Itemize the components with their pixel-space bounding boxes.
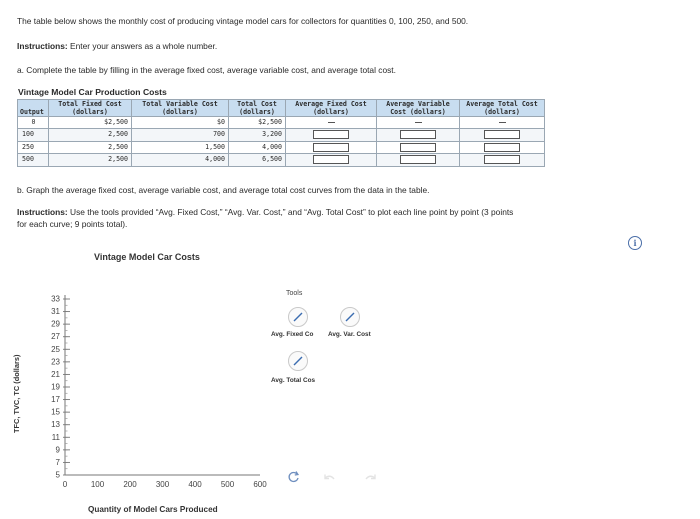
- undo-icon[interactable]: [322, 472, 336, 484]
- cell-output: 100: [18, 129, 49, 142]
- cell-tvc: 1,500: [132, 141, 229, 154]
- x-tick-label: 100: [90, 480, 105, 489]
- plot-area[interactable]: [30, 285, 270, 495]
- avc-input-250[interactable]: [400, 143, 436, 152]
- avc-input-100[interactable]: [400, 130, 436, 139]
- cell-avc-input: [377, 141, 460, 154]
- cell-atc-input: [460, 154, 545, 167]
- cell-tfc: 2,500: [49, 154, 132, 167]
- instructions-b-line1: Use the tools provided “Avg. Fixed Cost,” “Avg. Var. Cost,” and “Avg. Total Cost” to plot each line point by point (3 points: [70, 207, 514, 217]
- avg-var-cost-tool-button[interactable]: [340, 307, 360, 327]
- cell-output: 500: [18, 154, 49, 167]
- y-tick-label: 13: [51, 420, 60, 430]
- instructions-b-label: Instructions:: [17, 207, 68, 217]
- table-row: [18, 141, 545, 154]
- avc-input-500[interactable]: [400, 155, 436, 164]
- y-tick-label: 25: [51, 344, 60, 354]
- table-row: [18, 154, 545, 167]
- instructions-b-line2: for each curve; 9 points total).: [17, 219, 128, 229]
- pencil-icon: [344, 311, 356, 323]
- y-tick-label: 19: [51, 382, 60, 392]
- cell-output: 250: [18, 141, 49, 154]
- instructions-text: Enter your answers as a whole number.: [70, 41, 218, 51]
- tool-label-avg-var-cost: Avg. Var. Cost: [328, 331, 371, 338]
- tools-title: Tools: [286, 290, 303, 297]
- y-tick-label: 33: [51, 294, 60, 304]
- cell-afc-empty: [286, 117, 377, 129]
- y-tick-label: 23: [51, 357, 60, 367]
- x-axis-label: Quantity of Model Cars Produced: [88, 505, 218, 514]
- y-axis-label: TFC, TVC, TC (dollars): [12, 354, 21, 433]
- y-tick-label: 27: [51, 332, 60, 342]
- cell-afc-input: [286, 154, 377, 167]
- table-row: [18, 117, 545, 129]
- header-tfc: Total Fixed Cost (dollars): [49, 100, 132, 117]
- cell-tvc: $0: [132, 117, 229, 129]
- afc-input-100[interactable]: [313, 130, 349, 139]
- header-tc: Total Cost (dollars): [229, 100, 286, 117]
- x-tick-label: 500: [220, 480, 235, 489]
- cell-output: 0: [18, 117, 49, 129]
- cell-tc: 4,000: [229, 141, 286, 154]
- instructions-label: Instructions:: [17, 41, 68, 51]
- x-tick-label: 300: [155, 480, 170, 489]
- table-row: [18, 129, 545, 142]
- afc-input-250[interactable]: [313, 143, 349, 152]
- instructions-b: [17, 207, 513, 217]
- x-tick-label: 0: [62, 480, 68, 489]
- x-tick-label: 600: [253, 480, 267, 489]
- cell-atc-input: [460, 129, 545, 142]
- redo-icon[interactable]: [364, 472, 378, 484]
- header-atc: Average Total Cost (dollars): [460, 100, 545, 117]
- cell-tc: 6,500: [229, 154, 286, 167]
- dash-mark: [499, 122, 506, 123]
- cell-avc-empty: [377, 117, 460, 129]
- atc-input-250[interactable]: [484, 143, 520, 152]
- avg-total-cost-tool-button[interactable]: [288, 351, 308, 371]
- cell-afc-input: [286, 129, 377, 142]
- pencil-icon: [292, 311, 304, 323]
- header-avc: Average Variable Cost (dollars): [377, 100, 460, 117]
- instructions: [17, 41, 217, 51]
- dash-mark: [415, 122, 422, 123]
- cell-avc-input: [377, 154, 460, 167]
- info-icon[interactable]: i: [628, 236, 642, 250]
- cell-tfc: $2,500: [49, 117, 132, 129]
- y-tick-label: 9: [55, 445, 60, 455]
- y-tick-label: 29: [51, 319, 60, 329]
- intro-text: The table below shows the monthly cost of producing vintage model cars for collectors for quantities 0, 100, 250, and 500.: [17, 16, 469, 26]
- cell-atc-empty: [460, 117, 545, 129]
- y-tick-label: 17: [51, 395, 60, 405]
- cell-tvc: 4,000: [132, 154, 229, 167]
- header-tvc: Total Variable Cost (dollars): [132, 100, 229, 117]
- chart-title: Vintage Model Car Costs: [94, 252, 200, 262]
- y-tick-label: 15: [51, 407, 60, 417]
- cell-tfc: 2,500: [49, 129, 132, 142]
- y-tick-label: 5: [55, 470, 60, 480]
- part-b-text: b. Graph the average fixed cost, average variable cost, and average total cost curves from the data in the table.: [17, 185, 430, 195]
- atc-input-100[interactable]: [484, 130, 520, 139]
- header-afc: Average Fixed Cost (dollars): [286, 100, 377, 117]
- cell-tvc: 700: [132, 129, 229, 142]
- cost-table: [17, 99, 545, 167]
- cell-afc-input: [286, 141, 377, 154]
- x-tick-label: 200: [123, 480, 137, 489]
- table-caption: Vintage Model Car Production Costs: [18, 87, 167, 97]
- reset-icon[interactable]: [287, 470, 301, 484]
- y-tick-label: 31: [51, 307, 60, 317]
- dash-mark: [328, 122, 335, 123]
- table-header-row: [18, 100, 545, 117]
- cell-tc: $2,500: [229, 117, 286, 129]
- tool-label-avg-total-cost: Avg. Total Cos: [271, 377, 316, 384]
- afc-input-500[interactable]: [313, 155, 349, 164]
- y-tick-label: 21: [51, 369, 60, 379]
- avg-fixed-cost-tool-button[interactable]: [288, 307, 308, 327]
- cell-tc: 3,200: [229, 129, 286, 142]
- part-a-text: a. Complete the table by filling in the average fixed cost, average variable cost, and average total cost.: [17, 65, 396, 75]
- y-tick-label: 7: [55, 457, 60, 467]
- atc-input-500[interactable]: [484, 155, 520, 164]
- y-tick-label: 11: [51, 432, 60, 442]
- tool-label-avg-fixed-cost: Avg. Fixed Co: [271, 331, 314, 338]
- header-output: Output: [18, 100, 49, 117]
- x-tick-label: 400: [188, 480, 202, 489]
- pencil-icon: [292, 355, 304, 367]
- cell-atc-input: [460, 141, 545, 154]
- cell-tfc: 2,500: [49, 141, 132, 154]
- cell-avc-input: [377, 129, 460, 142]
